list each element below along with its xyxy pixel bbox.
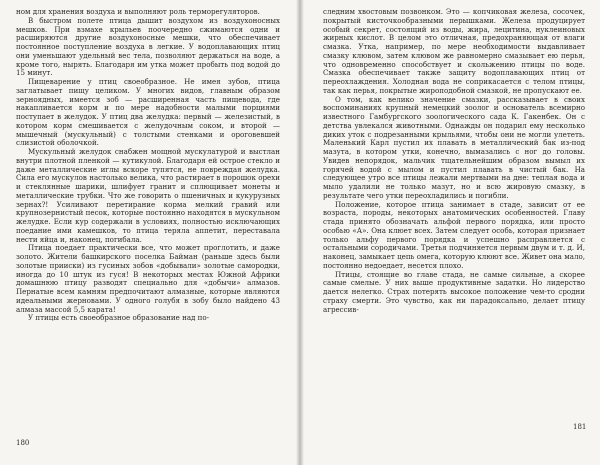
right-page-text — [323, 8, 585, 314]
left-page-text — [16, 8, 280, 323]
paragraph: ном для хранения воздуха и выполняют роль терморегуляторов. — [16, 7, 260, 16]
page-number: 181 — [573, 423, 587, 431]
right-page — [301, 0, 600, 465]
page-number: 180 — [16, 439, 30, 447]
paragraph: следним хвостовым позвонком. Это — копчиковая железа, сосочек, покрытый кисточкообразными перышками. Железа продуцирует особый секрет, состоящий из воды, жира, лецитина, нуклеиновых жирных кислот. В целом это отличная, предохраняющая от влаги смазка. Утка, например, по мере необходимости выдавливает смазку клювом, затем клювом же равномерно смазывает ею перья, что одновременно способствует и скольжению птицы по воде. Смазка обеспечивает также защиту водоплавающих птиц от переохлаждения. Холодная вода не соприкасается с телом птицы, так как перья, покрытые жироподобной смазкой, не пропускают ее. — [323, 7, 585, 95]
paragraph: У птицы есть своеобразное образование над по- — [28, 313, 210, 323]
paragraph: Мускульный желудок снабжен мощной мускулатурой и выстлан внутри плотной пленкой — кутикулой. Благодаря ей острое стекло и даже металлические иглы вскоре тупятся, не повреждая желудка. Сила его мускулов настолько велика, что растирает в порошок орехи и стеклянные шарики, шлифует гранит и сплющивает монеты и металлические трубки. Что же говорить о пшеничных и кукурузных зернах?! Усиливают перетирание корма мелкий гравий или крупнозернистый песок, которые постоянно находятся в мускульном желудке. Если кур содержали в условиях, полностью исключающих поедание ими камешков, то птица теряла аппетит, переставала нести яйца и, наконец, погибала. — [16, 147, 280, 244]
paragraph: Пищеварение у птиц своеобразное. Не имея зубов, птица заглатывает пищу целиком. У многих видов, главным образом зерноядных, имеется зоб — расширенная часть пищевода, где накапливается корм и по мере надобности малыми порциями поступает в желудок. У птиц два желудка: первый — железистый, в котором корм смешивается с желудочным соком, и второй — мышечный (мускульный) с толстыми стенками и ороговевшей слизистой оболочкой. — [16, 77, 280, 148]
paragraph: О том, как велико значение смазки, рассказывает в своих воспоминаниях крупный немецкий зоолог и основатель всемирно известного Гамбургского зоологического сада К. Гакенбек. Он с детства увлекался животными. Однажды он подарил ему несколько диких уток с подрезанными крыльями, чтобы они не могли улететь. Маленький Карл пустил их плавать в металлический бак из-под мазута, в котором утки, конечно, вымазались с ног до головы. Увидев непорядок, мальчик тщательнейшим образом вымыл их горячей водой с мылом и пустил плавать в чистый бак. На следующее утро все птицы лежали мертвыми на дне: теплая вода и мыло удалили не только мазут, но и всю жировую смазку, в результате чего утки переохладились и погибли. — [323, 94, 585, 200]
paragraph: Положение, которое птица занимает в стаде, зависит от ее возраста, породы, некоторых анатомических особенностей. Главу стада принято обозначать альфой первого порядка, или просто особью «А». Она клюет всех. Затем следует особь, которая признает только альфу первого порядка и успешно расправляется с остальными сородичами. Третья подчиняется первым двум и т. д. И, наконец, замыкает цепь омега, которую клюют все. Живет она мало, постоянно недоедает, несется плохо. — [323, 199, 585, 270]
paragraph: Птица поедает практически все, что может проглотить, и даже золото. Жители башкирского поселка Байман (раньше здесь были золотые прииски) из гусиных зобов «добывали» золотые самородки, иногда до 10 штук из гуся! В некоторых местах Южной Африки домашнюю птицу разводят специально для «добычи» алмазов. Пернатые всем камням предпочитают алмазные, которые являются идеальными жерновами. У одного голубя в зобу было найдено 43 алмаза массой 5,5 карата! — [16, 243, 280, 314]
left-page — [0, 0, 299, 465]
paragraph: Птицы, стоящие во главе стада, не самые сильные, а скорее самые смелые. У них выше продуктивные задатки. Но лидерство дается нелегко. Страх потерять высокое положение чем-то сродни страху смерти. Это чувство, как ни парадоксально, делает птицу агрессив- — [323, 269, 585, 314]
paragraph: В быстром полете птица дышит воздухом из воздухоносных мешков. При взмахе крыльев поочередно сжимаются одни и расширяются другие воздухоносные мешки, что обеспечивает постоянное поступление воздуха в легкие. У водоплавающих птиц они уменьшают удельный вес тела, позволяют держаться на воде, а кроме того, нырять. Благодаря им утка может пробыть под водой до 15 минут. — [16, 15, 280, 78]
